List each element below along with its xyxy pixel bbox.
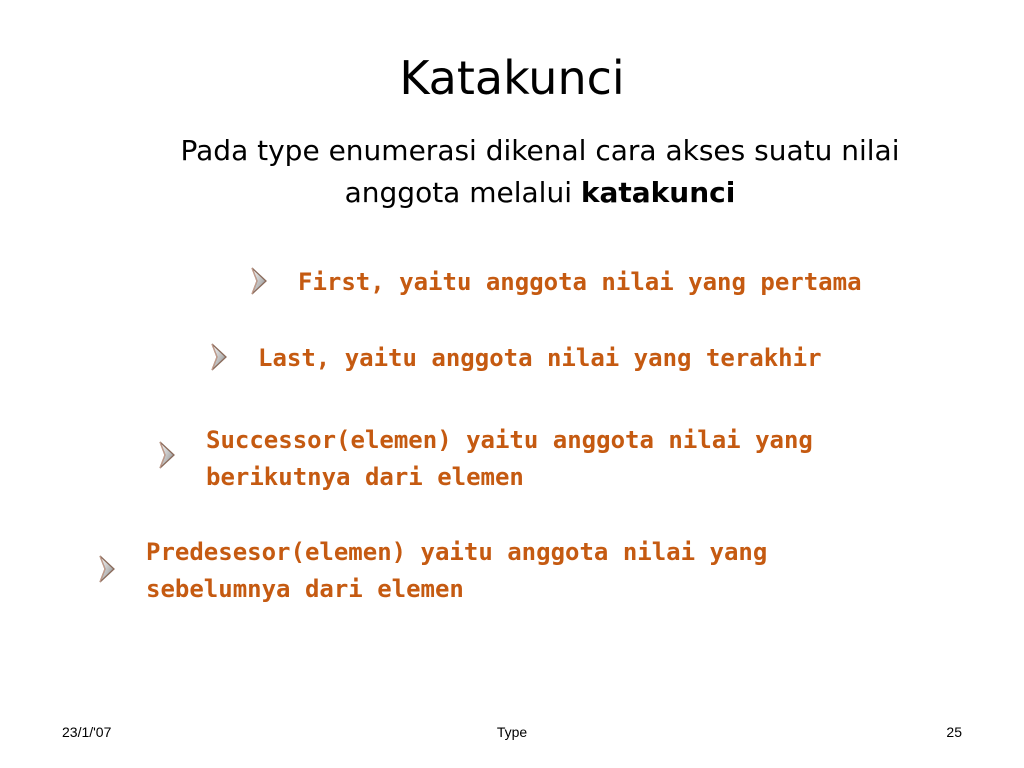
bullet-text	[298, 264, 862, 301]
bullet-line: Last, yaitu anggota nilai yang terakhir	[258, 344, 822, 372]
bullet-text	[206, 422, 813, 496]
bullet-text	[258, 340, 822, 377]
chevron-right-icon	[208, 340, 230, 374]
footer-page-number: 25	[946, 724, 962, 740]
bullet-line: First, yaitu anggota nilai yang pertama	[298, 268, 862, 296]
bullet-line: sebelumnya dari elemen	[146, 575, 464, 603]
chevron-right-icon	[248, 264, 270, 298]
bullet-item-successor	[156, 422, 813, 496]
slide-subtitle	[90, 130, 990, 214]
bullet-line: Predesesor(elemen) yaitu anggota nilai yang	[146, 538, 768, 566]
slide-title: Katakunci	[399, 51, 625, 105]
chevron-right-icon	[156, 438, 178, 472]
chevron-right-icon	[96, 552, 118, 586]
footer-date: 23/1/'07	[62, 724, 112, 740]
subtitle-line-2	[90, 172, 990, 214]
footer-topic: Type	[496, 724, 528, 740]
bullet-item-first	[248, 264, 862, 301]
bullet-line: berikutnya dari elemen	[206, 463, 524, 491]
bullet-item-last	[208, 340, 822, 377]
subtitle-line-1: Pada type enumerasi dikenal cara akses suatu nilai	[180, 134, 900, 167]
subtitle-keyword: katakunci	[580, 176, 736, 209]
bullet-line: Successor(elemen) yaitu anggota nilai yang	[206, 426, 813, 454]
bullet-item-predesesor	[96, 534, 767, 608]
bullet-text	[146, 534, 767, 608]
subtitle-line-2-prefix: anggota melalui	[344, 176, 581, 209]
